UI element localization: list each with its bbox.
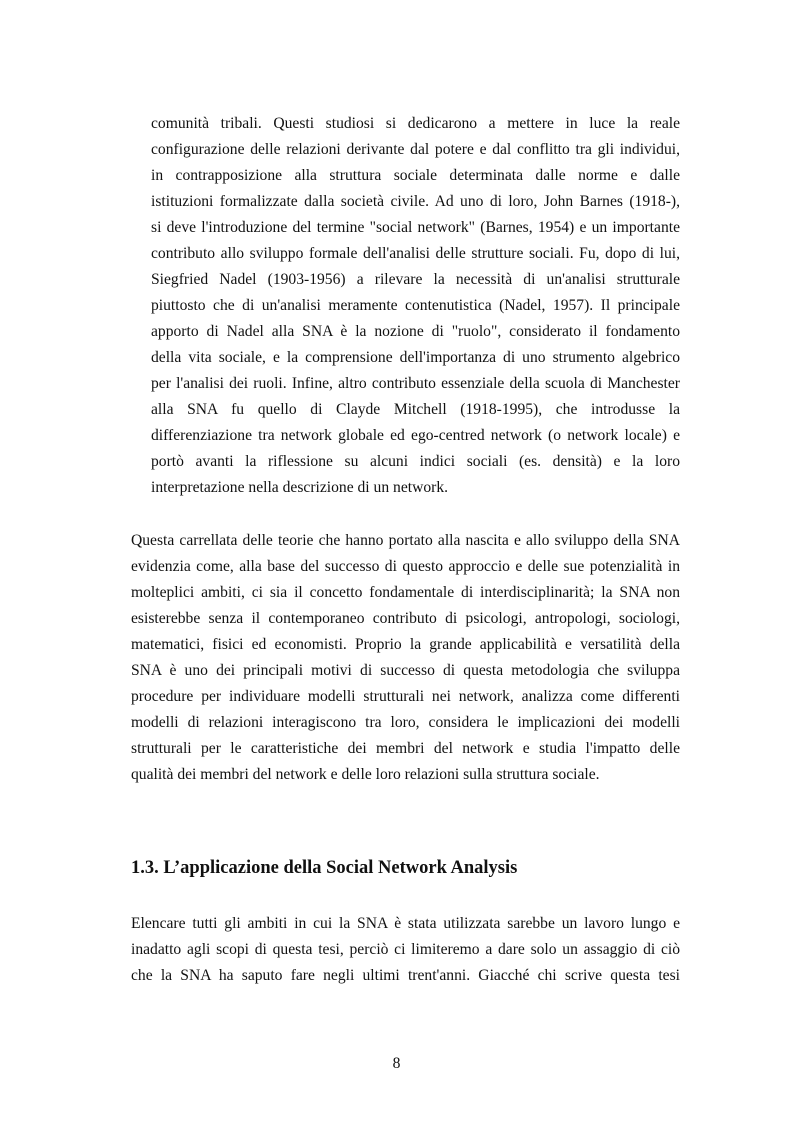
- paragraph-line: molteplici ambiti, ci sia il concetto fondamentale di interdisciplinarità; la SNA non: [131, 584, 680, 601]
- paragraph-line: inadatto agli scopi di questa tesi, perciò ci limiteremo a dare solo un assaggio di ciò: [131, 941, 680, 958]
- page-number: 8: [392, 1055, 401, 1072]
- paragraph-line: per l'analisi dei ruoli. Infine, altro contributo essenziale della scuola di Manchester: [151, 375, 680, 392]
- paragraph-line: piuttosto che di un'analisi meramente contenutistica (Nadel, 1957). Il principale: [151, 297, 680, 314]
- paragraph-line: SNA è uno dei principali motivi di successo di questa metodologia che sviluppa: [131, 662, 680, 679]
- paragraph-line: portò avanti la riflessione su alcuni indici sociali (es. densità) e la loro: [151, 453, 680, 470]
- paragraph-line: interpretazione nella descrizione di un network.: [151, 479, 449, 496]
- paragraph-line: differenziazione tra network globale ed ego-centred network (o network locale) e: [151, 427, 680, 444]
- paragraph-line: alla SNA fu quello di Clayde Mitchell (1918-1995), che introdusse la: [151, 401, 680, 418]
- section-heading: 1.3. L’applicazione della Social Network Analysis: [131, 858, 518, 878]
- paragraph-line: procedure per individuare modelli strutturali nei network, analizza come differenti: [131, 688, 680, 705]
- paragraph-line: Siegfried Nadel (1903-1956) a rilevare la necessità di un'analisi strutturale: [151, 271, 680, 288]
- paragraph-line: apporto di Nadel alla SNA è la nozione di "ruolo", considerato il fondamento: [151, 323, 680, 340]
- paragraph-line: in contrapposizione alla struttura sociale determinata dalle norme e dalle: [151, 167, 680, 184]
- paragraph-line: esisterebbe senza il contemporaneo contributo di psicologi, antropologi, sociologi,: [131, 610, 680, 627]
- paragraph-line: evidenzia come, alla base del successo di questo approccio e delle sue potenzialità in: [131, 558, 680, 575]
- paragraph-line: comunità tribali. Questi studiosi si dedicarono a mettere in luce la reale: [151, 115, 680, 132]
- paragraph-line: contributo allo sviluppo formale dell'analisi delle strutture sociali. Fu, dopo di lui,: [151, 245, 680, 262]
- paragraph-line: che la SNA ha saputo fare negli ultimi trent'anni. Giacché chi scrive questa tesi: [131, 967, 680, 984]
- paragraph-line: matematici, fisici ed economisti. Proprio la grande applicabilità e versatilità della: [131, 636, 680, 653]
- paragraph-line: istituzioni formalizzate dalla società civile. Ad uno di loro, John Barnes (1918-),: [151, 193, 680, 210]
- paragraph-line: Elencare tutti gli ambiti in cui la SNA è stata utilizzata sarebbe un lavoro lungo e: [131, 915, 680, 932]
- paragraph-line: qualità dei membri del network e delle loro relazioni sulla struttura sociale.: [131, 766, 600, 783]
- paragraph-line: Questa carrellata delle teorie che hanno portato alla nascita e allo sviluppo della SNA: [131, 532, 680, 549]
- paragraph-line: strutturali per le caratteristiche dei membri del network e studia l'impatto delle: [131, 740, 680, 757]
- paragraph-line: configurazione delle relazioni derivante dal potere e dal conflitto tra gli individui,: [151, 141, 680, 158]
- paragraph-line: modelli di relazioni interagiscono tra loro, considera le implicazioni dei modelli: [131, 714, 680, 731]
- paragraph-line: della vita sociale, e la comprensione dell'importanza di uno strumento algebrico: [151, 349, 680, 366]
- paragraph-line: si deve l'introduzione del termine "social network" (Barnes, 1954) e un importante: [151, 219, 680, 236]
